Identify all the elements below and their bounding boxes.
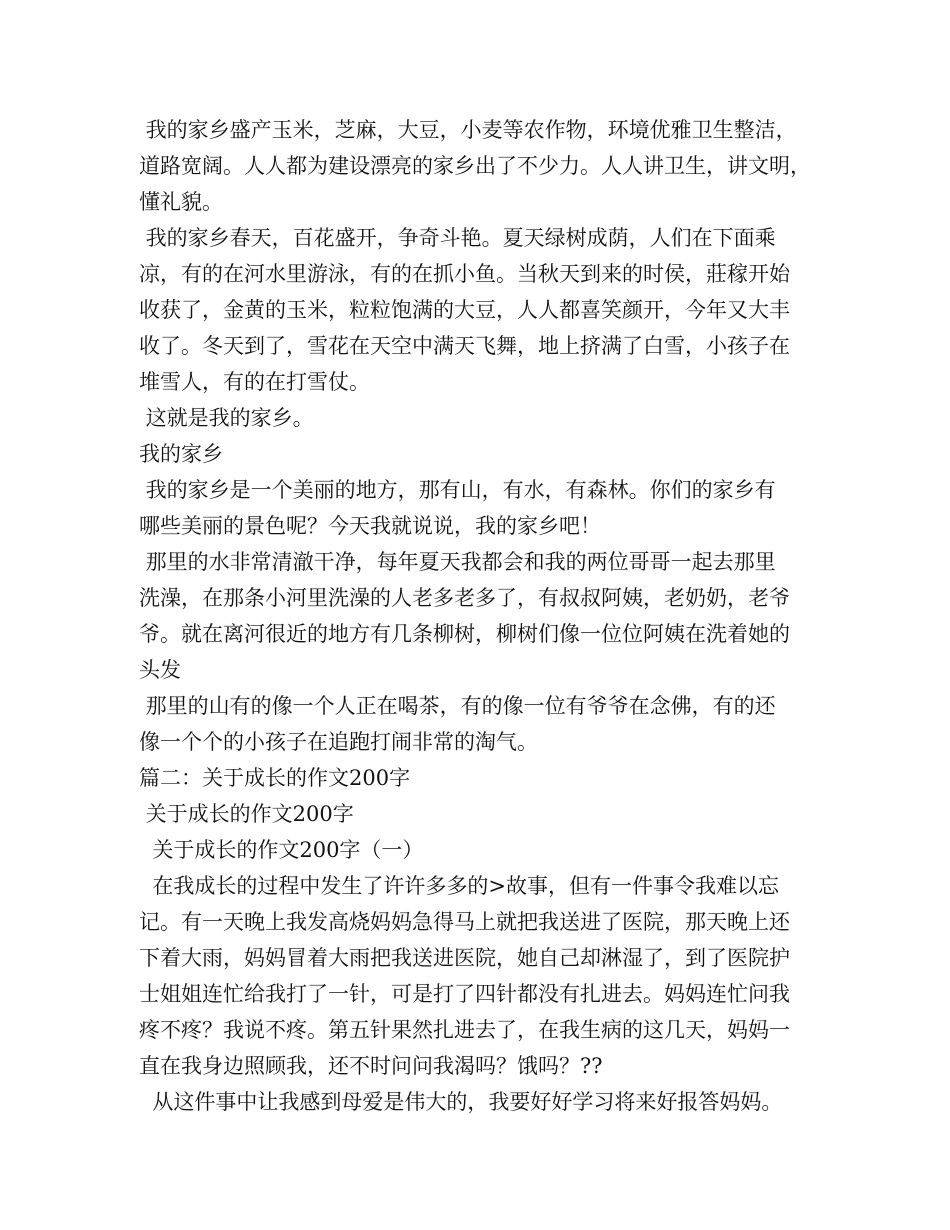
text-line: 那里的山有的像一个人正在喝茶，有的像一位有爷爷在念佛，有的还 [139, 694, 776, 718]
text-line: 爷。就在离河很近的地方有几条柳树，柳树们像一位位阿姨在洗着她的 [139, 622, 790, 646]
text-line: 哪些美丽的景色呢？今天我就说说，我的家乡吧！ [139, 514, 601, 538]
text-line: 直在我身边照顾我，还不时问问我渴吗？饿吗？?? [139, 1054, 603, 1078]
text-line: 那里的水非常清澈干净，每年夏天我都会和我的两位哥哥一起去那里 [139, 550, 776, 574]
text-line: 这就是我的家乡。 [139, 406, 314, 430]
text-line: 下着大雨，妈妈冒着大雨把我送进医院，她自己却淋湿了，到了医院护 [139, 946, 790, 970]
text-line: 疼不疼？我说不疼。第五针果然扎进去了，在我生病的这几天，妈妈一 [139, 1018, 790, 1042]
text-line: 道路宽阔。人人都为建设漂亮的家乡出了不少力。人人讲卫生，讲文明， [139, 154, 811, 178]
text-line: 凉，有的在河水里游泳，有的在抓小鱼。当秋天到来的时侯，莊稼开始 [139, 262, 790, 286]
text-line: 懂礼貌。 [139, 190, 223, 214]
text-line: 我的家乡盛产玉米，芝麻，大豆，小麦等农作物，环境优雅卫生整洁， [139, 118, 797, 142]
text-line: 像一个个的小孩子在追跑打闹非常的淘气。 [139, 730, 538, 754]
text-line: 头发 [139, 658, 181, 682]
section-heading: 篇二：关于成长的作文200字 [139, 766, 411, 790]
section-heading: 我的家乡 [139, 442, 223, 466]
section-subheading: 关于成长的作文200字（一） [139, 838, 424, 862]
text-line: 收了。冬天到了，雪花在天空中满天飞舞，地上挤满了白雪，小孩子在 [139, 334, 790, 358]
text-line: 从这件事中让我感到母爱是伟大的，我要好好学习将来好报答妈妈。 [139, 1090, 783, 1114]
text-line: 收获了，金黄的玉米，粒粒饱满的大豆，人人都喜笑颜开，今年又大丰 [139, 298, 790, 322]
text-line: 我的家乡是一个美丽的地方，那有山，有水，有森林。你们的家乡有 [139, 478, 776, 502]
section-subheading: 关于成长的作文200字 [139, 802, 354, 826]
text-line: 堆雪人，有的在打雪仗。 [139, 370, 370, 394]
text-line: 士姐姐连忙给我打了一针，可是打了四针都没有扎进去。妈妈连忙问我 [139, 982, 790, 1006]
text-line: 洗澡，在那条小河里洗澡的人老多老多了，有叔叔阿姨，老奶奶，老爷 [139, 586, 790, 610]
text-line: 在我成长的过程中发生了许许多多的>故事，但有一件事令我难以忘 [139, 874, 779, 898]
text-line: 我的家乡春天，百花盛开，争奇斗艳。夏天绿树成荫，人们在下面乘 [139, 226, 776, 250]
text-line: 记。有一天晚上我发高烧妈妈急得马上就把我送进了医院，那天晚上还 [139, 910, 790, 934]
